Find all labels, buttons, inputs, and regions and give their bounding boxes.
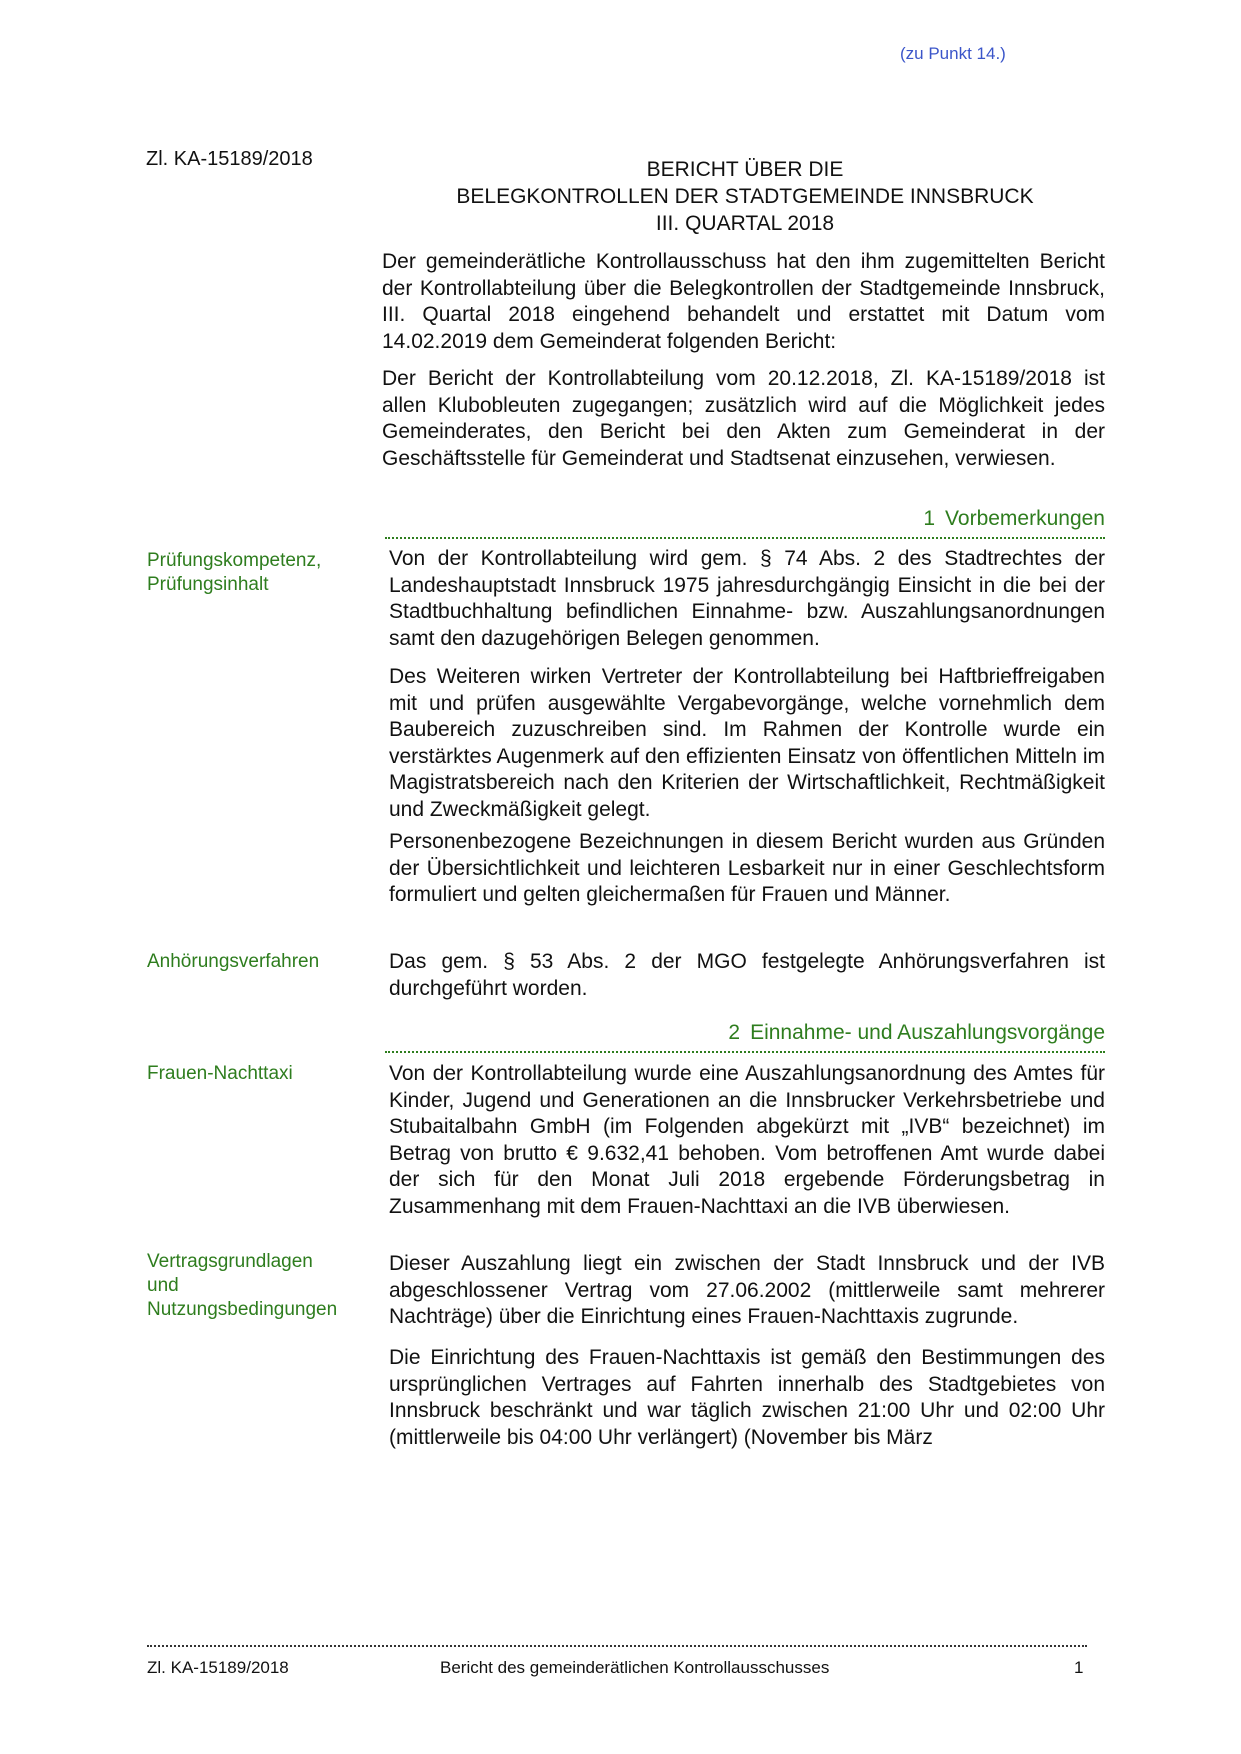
margin-note-anhoerungsverfahren: Anhörungsverfahren bbox=[147, 951, 320, 972]
agenda-reference: (zu Punkt 14.) bbox=[900, 44, 1006, 63]
section-2-paragraph-1: Von der Kontrollabteilung wurde eine Auszahlungsanordnung des Amtes für Kinder, Jugend und Generationen an die Innsbrucker Verkehrsbetriebe und Stubaitalbahn GmbH (im Folgenden abgekürzt mit „IVB“ bezeichnet) im Betrag von brutto € 9.632,41 behoben. Vom betroffenen Amt wurde dabei der sich für den Monat Juli 2018 ergebende Förderungsbetrag in Zusammenhang mit dem Frauen-Nachttaxi an die IVB überwiesen. bbox=[389, 1062, 1105, 1218]
margin-note-pruefungskompetenz: Prüfungskompetenz, Prüfungsinhalt bbox=[147, 550, 322, 595]
section-1-title: Vorbemerkungen bbox=[945, 507, 1105, 530]
title-line-2: BELEGKONTROLLEN DER STADTGEMEINDE INNSBRUCK bbox=[456, 185, 1034, 208]
section-1-paragraph-4: Das gem. § 53 Abs. 2 der MGO festgelegte Anhörungsverfahren ist durchgeführt worden. bbox=[389, 950, 1105, 1000]
footer-divider bbox=[147, 1645, 1087, 1647]
footer-title: Bericht des gemeinderätlichen Kontrollausschusses bbox=[440, 1658, 830, 1677]
section-2-paragraph-2: Dieser Auszahlung liegt ein zwischen der Stadt Innsbruck und der IVB abgeschlossener Vertrag vom 27.06.2002 (mittlerweile samt mehrerer Nachträge) über die Einrichtung eines Frauen-Nachttaxis zugrunde. bbox=[389, 1252, 1105, 1329]
intro-paragraph-1: Der gemeinderätliche Kontrollausschuss hat den ihm zugemittelten Bericht der Kontrollabteilung über die Belegkontrollen der Stadtgemeinde Innsbruck, III. Quartal 2018 eingehend behandelt und erstattet mit Datum vom 14.02.2019 dem Gemeinderat folgenden Bericht: bbox=[382, 250, 1105, 353]
footer-page-number: 1 bbox=[1074, 1658, 1084, 1677]
title-line-1: BERICHT ÜBER DIE bbox=[646, 158, 844, 181]
intro-paragraph-2: Der Bericht der Kontrollabteilung vom 20.12.2018, Zl. KA-15189/2018 ist allen Klubobleuten zugegangen; zusätzlich wird auf die Möglichkeit jedes Gemeinderates, den Bericht bei den Akten zum Gemeinderat in der Geschäftsstelle für Gemeinderat und Stadtsenat einzusehen, verwiesen. bbox=[382, 367, 1105, 470]
margin-note-vertragsgrundlagen: Vertragsgrundlagen und Nutzungsbedingungen bbox=[147, 1251, 338, 1320]
section-1-number: 1 bbox=[923, 507, 936, 530]
section-1-paragraph-3: Personenbezogene Bezeichnungen in diesem Bericht wurden aus Gründen der Übersichtlichkeit und leichteren Lesbarkeit nur in einer Geschlechtsform formuliert und gelten gleichermaßen für Frauen und Männer. bbox=[389, 830, 1105, 907]
document-number: Zl. KA-15189/2018 bbox=[146, 148, 313, 170]
section-1-heading bbox=[385, 507, 1105, 539]
section-1-paragraph-1: Von der Kontrollabteilung wird gem. § 74 Abs. 2 des Stadtrechtes der Landeshauptstadt Innsbruck 1975 jahresdurchgängig Einsicht in die bei der Stadtbuchhaltung befindlichen Einnahme- bzw. Auszahlungsanordnungen samt den dazugehörigen Belegen genommen. bbox=[389, 547, 1105, 650]
section-2-heading bbox=[385, 1021, 1105, 1053]
footer-document-number: Zl. KA-15189/2018 bbox=[147, 1658, 289, 1677]
section-2-paragraph-3: Die Einrichtung des Frauen-Nachttaxis ist gemäß den Bestimmungen des ursprünglichen Vertrages auf Fahrten innerhalb des Stadtgebietes von Innsbruck beschränkt und war täglich zwischen 21:00 Uhr und 02:00 Uhr (mittlerweile bis 04:00 Uhr verlängert) (November bis März bbox=[389, 1346, 1105, 1449]
title-line-3: III. QUARTAL 2018 bbox=[655, 212, 835, 235]
section-2-number: 2 bbox=[728, 1021, 741, 1044]
margin-note-frauen-nachttaxi: Frauen-Nachttaxi bbox=[147, 1063, 293, 1084]
report-title bbox=[380, 156, 1110, 237]
section-1-paragraph-2: Des Weiteren wirken Vertreter der Kontrollabteilung bei Haftbrieffreigaben mit und prüfen ausgewählte Vergabevorgänge, welche vornehmlich dem Baubereich zuzuschreiben sind. Im Rahmen der Kontrolle wurde ein verstärktes Augenmerk auf den effizienten Einsatz von öffentlichen Mitteln im Magistratsbereich nach den Kriterien der Wirtschaftlichkeit, Rechtmäßigkeit und Zweckmäßigkeit gelegt. bbox=[389, 665, 1105, 821]
section-2-title: Einnahme- und Auszahlungsvorgänge bbox=[750, 1021, 1105, 1044]
